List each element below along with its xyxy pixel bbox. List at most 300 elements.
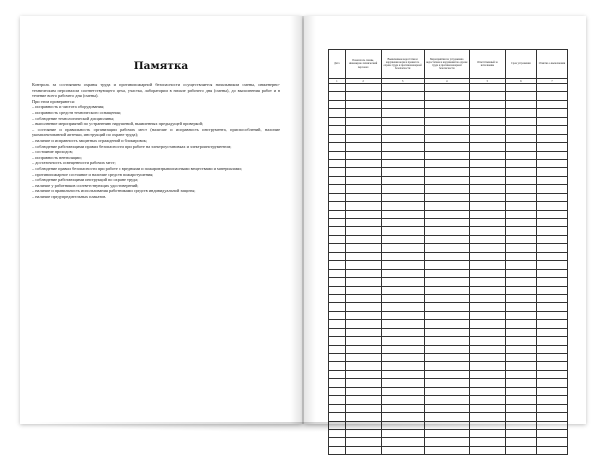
table-cell[interactable] [469, 227, 505, 235]
table-cell[interactable] [505, 227, 536, 235]
table-cell[interactable] [329, 202, 346, 210]
table-cell[interactable] [469, 126, 505, 134]
table-cell[interactable] [424, 345, 469, 353]
table-cell[interactable] [536, 185, 567, 193]
table-cell[interactable] [329, 84, 346, 92]
table-cell[interactable] [469, 269, 505, 277]
table-cell[interactable] [345, 143, 381, 151]
table-cell[interactable] [345, 320, 381, 328]
table-row [329, 126, 568, 134]
table-cell[interactable] [424, 413, 469, 421]
table-cell[interactable] [505, 143, 536, 151]
table-cell[interactable] [505, 109, 536, 117]
table-cell[interactable] [381, 100, 424, 108]
table-cell[interactable] [345, 354, 381, 362]
table-cell[interactable] [469, 109, 505, 117]
table-cell[interactable] [329, 320, 346, 328]
memo-checklist-item: – противопожарное состояние и наличие средств пожаротушения; [32, 171, 154, 177]
table-cell[interactable] [505, 413, 536, 421]
table-cell[interactable] [469, 446, 505, 454]
table-cell[interactable] [469, 337, 505, 345]
table-cell[interactable] [536, 151, 567, 159]
table-cell[interactable] [381, 126, 424, 134]
memo-checklist [32, 104, 280, 199]
table-cell[interactable] [329, 294, 346, 302]
table-cell[interactable] [329, 311, 346, 319]
table-cell[interactable] [424, 143, 469, 151]
table-cell[interactable] [329, 261, 346, 269]
table-cell[interactable] [469, 84, 505, 92]
table-cell[interactable] [381, 446, 424, 454]
table-cell[interactable] [345, 362, 381, 370]
table-cell[interactable] [329, 328, 346, 336]
table-cell[interactable] [381, 159, 424, 167]
table-cell[interactable] [536, 176, 567, 184]
table-cell[interactable] [424, 362, 469, 370]
table-cell[interactable] [345, 311, 381, 319]
table-cell[interactable] [329, 244, 346, 252]
table-cell[interactable] [536, 446, 567, 454]
table-cell[interactable] [329, 100, 346, 108]
table-cell[interactable] [536, 143, 567, 151]
table-cell[interactable] [345, 328, 381, 336]
table-cell[interactable] [505, 328, 536, 336]
table-cell[interactable] [536, 84, 567, 92]
table-cell[interactable] [469, 151, 505, 159]
table-cell[interactable] [381, 379, 424, 387]
table-cell[interactable] [469, 286, 505, 294]
table-cell[interactable] [381, 261, 424, 269]
table-cell[interactable] [329, 278, 346, 286]
table-cell[interactable] [505, 117, 536, 125]
table-cell[interactable] [345, 261, 381, 269]
table-cell[interactable] [505, 404, 536, 412]
table-cell[interactable] [469, 193, 505, 201]
table-cell[interactable] [469, 320, 505, 328]
table-cell[interactable] [381, 193, 424, 201]
table-cell[interactable] [469, 252, 505, 260]
table-cell[interactable] [536, 396, 567, 404]
table-cell[interactable] [536, 328, 567, 336]
table-cell[interactable] [505, 387, 536, 395]
table-cell[interactable] [329, 387, 346, 395]
table-cell[interactable] [505, 126, 536, 134]
table-cell[interactable] [424, 303, 469, 311]
table-cell[interactable] [345, 294, 381, 302]
table-cell[interactable] [329, 379, 346, 387]
table-cell[interactable] [469, 202, 505, 210]
table-cell[interactable] [536, 404, 567, 412]
table-cell[interactable] [469, 278, 505, 286]
table-cell[interactable] [536, 354, 567, 362]
table-cell[interactable] [469, 370, 505, 378]
table-cell[interactable] [381, 311, 424, 319]
table-cell[interactable] [424, 396, 469, 404]
table-cell[interactable] [381, 168, 424, 176]
table-cell[interactable] [345, 193, 381, 201]
table-cell[interactable] [381, 303, 424, 311]
table-cell[interactable] [536, 100, 567, 108]
table-cell[interactable] [381, 117, 424, 125]
table-cell[interactable] [505, 362, 536, 370]
table-cell[interactable] [469, 134, 505, 142]
table-cell[interactable] [345, 151, 381, 159]
table-cell[interactable] [345, 168, 381, 176]
table-cell[interactable] [536, 345, 567, 353]
table-cell[interactable] [381, 202, 424, 210]
table-cell[interactable] [536, 269, 567, 277]
table-cell[interactable] [381, 413, 424, 421]
table-cell[interactable] [345, 278, 381, 286]
table-cell[interactable] [381, 151, 424, 159]
table-cell[interactable] [345, 235, 381, 243]
table-cell[interactable] [505, 379, 536, 387]
table-cell[interactable] [329, 117, 346, 125]
table-cell[interactable] [345, 185, 381, 193]
table-cell[interactable] [536, 311, 567, 319]
table-cell[interactable] [505, 311, 536, 319]
table-cell[interactable] [469, 413, 505, 421]
table-cell[interactable] [505, 235, 536, 243]
table-cell[interactable] [424, 210, 469, 218]
table-cell[interactable] [424, 252, 469, 260]
table-cell[interactable] [329, 159, 346, 167]
table-cell[interactable] [329, 176, 346, 184]
table-cell[interactable] [469, 362, 505, 370]
table-cell[interactable] [505, 92, 536, 100]
table-cell[interactable] [345, 100, 381, 108]
table-cell[interactable] [345, 370, 381, 378]
table-cell[interactable] [329, 151, 346, 159]
table-cell[interactable] [329, 168, 346, 176]
table-cell[interactable] [345, 286, 381, 294]
table-cell[interactable] [536, 337, 567, 345]
table-cell[interactable] [345, 176, 381, 184]
table-cell[interactable] [381, 294, 424, 302]
table-cell[interactable] [381, 404, 424, 412]
table-cell[interactable] [381, 227, 424, 235]
table-cell[interactable] [329, 269, 346, 277]
table-cell[interactable] [345, 438, 381, 446]
table-cell[interactable] [345, 159, 381, 167]
table-cell[interactable] [424, 261, 469, 269]
table-cell[interactable] [536, 202, 567, 210]
table-cell[interactable] [381, 235, 424, 243]
table-cell[interactable] [424, 185, 469, 193]
table-cell[interactable] [469, 143, 505, 151]
table-cell[interactable] [381, 438, 424, 446]
table-cell[interactable] [381, 143, 424, 151]
table-cell[interactable] [505, 294, 536, 302]
table-cell[interactable] [505, 337, 536, 345]
table-cell[interactable] [505, 320, 536, 328]
table-cell[interactable] [424, 370, 469, 378]
table-cell[interactable] [505, 446, 536, 454]
table-cell[interactable] [424, 227, 469, 235]
table-cell[interactable] [424, 244, 469, 252]
table-cell[interactable] [536, 210, 567, 218]
table-cell[interactable] [424, 446, 469, 454]
table-cell[interactable] [345, 244, 381, 252]
table-cell[interactable] [381, 362, 424, 370]
table-cell[interactable] [469, 294, 505, 302]
table-cell[interactable] [329, 354, 346, 362]
table-cell[interactable] [505, 84, 536, 92]
table-cell[interactable] [536, 294, 567, 302]
table-cell[interactable] [424, 404, 469, 412]
table-cell[interactable] [536, 126, 567, 134]
table-cell[interactable] [505, 278, 536, 286]
table-cell[interactable] [345, 219, 381, 227]
column-number: 2 [345, 79, 381, 84]
table-cell[interactable] [381, 210, 424, 218]
table-cell[interactable] [536, 244, 567, 252]
table-cell[interactable] [424, 337, 469, 345]
table-cell[interactable] [469, 345, 505, 353]
table-cell[interactable] [424, 176, 469, 184]
table-cell[interactable] [329, 404, 346, 412]
table-cell[interactable] [329, 345, 346, 353]
table-cell[interactable] [424, 109, 469, 117]
table-cell[interactable] [424, 286, 469, 294]
table-cell[interactable] [505, 185, 536, 193]
table-cell[interactable] [329, 227, 346, 235]
table-cell[interactable] [424, 311, 469, 319]
table-cell[interactable] [329, 126, 346, 134]
table-cell[interactable] [505, 244, 536, 252]
table-cell[interactable] [424, 354, 469, 362]
table-cell[interactable] [381, 269, 424, 277]
table-cell[interactable] [505, 354, 536, 362]
table-cell[interactable] [381, 354, 424, 362]
table-cell[interactable] [381, 337, 424, 345]
table-cell[interactable] [505, 100, 536, 108]
table-cell[interactable] [345, 202, 381, 210]
table-cell[interactable] [424, 438, 469, 446]
table-cell[interactable] [469, 117, 505, 125]
table-cell[interactable] [469, 92, 505, 100]
table-cell[interactable] [469, 379, 505, 387]
table-cell[interactable] [424, 202, 469, 210]
table-cell[interactable] [424, 328, 469, 336]
table-cell[interactable] [381, 387, 424, 395]
table-cell[interactable] [505, 370, 536, 378]
table-cell[interactable] [345, 252, 381, 260]
table-cell[interactable] [381, 252, 424, 260]
table-cell[interactable] [469, 219, 505, 227]
table-cell[interactable] [424, 219, 469, 227]
table-cell[interactable] [505, 261, 536, 269]
table-cell[interactable] [424, 159, 469, 167]
table-cell[interactable] [345, 134, 381, 142]
table-cell[interactable] [536, 362, 567, 370]
table-cell[interactable] [536, 320, 567, 328]
table-cell[interactable] [469, 387, 505, 395]
table-cell[interactable] [469, 159, 505, 167]
table-cell[interactable] [329, 446, 346, 454]
table-cell[interactable] [381, 185, 424, 193]
table-cell[interactable] [469, 100, 505, 108]
table-cell[interactable] [505, 252, 536, 260]
table-cell[interactable] [345, 269, 381, 277]
table-cell[interactable] [329, 235, 346, 243]
table-cell[interactable] [424, 379, 469, 387]
table-cell[interactable] [536, 168, 567, 176]
table-cell[interactable] [424, 126, 469, 134]
table-cell[interactable] [505, 159, 536, 167]
table-cell[interactable] [381, 92, 424, 100]
table-cell[interactable] [329, 185, 346, 193]
table-cell[interactable] [469, 303, 505, 311]
table-cell[interactable] [469, 210, 505, 218]
table-cell[interactable] [329, 134, 346, 142]
table-row [329, 294, 568, 302]
table-cell[interactable] [381, 109, 424, 117]
table-cell[interactable] [505, 202, 536, 210]
table-cell[interactable] [536, 438, 567, 446]
table-cell[interactable] [536, 219, 567, 227]
table-cell[interactable] [536, 159, 567, 167]
table-cell[interactable] [424, 193, 469, 201]
table-cell[interactable] [381, 320, 424, 328]
table-cell[interactable] [345, 126, 381, 134]
table-cell[interactable] [536, 117, 567, 125]
table-cell[interactable] [381, 176, 424, 184]
table-cell[interactable] [329, 303, 346, 311]
table-cell[interactable] [381, 396, 424, 404]
table-cell[interactable] [505, 193, 536, 201]
table-cell[interactable] [345, 413, 381, 421]
table-cell[interactable] [329, 413, 346, 421]
table-cell[interactable] [505, 396, 536, 404]
table-cell[interactable] [505, 438, 536, 446]
table-cell[interactable] [505, 269, 536, 277]
table-cell[interactable] [345, 227, 381, 235]
table-cell[interactable] [536, 387, 567, 395]
table-cell[interactable] [469, 354, 505, 362]
table-cell[interactable] [329, 143, 346, 151]
table-cell[interactable] [536, 303, 567, 311]
table-cell[interactable] [329, 370, 346, 378]
table-cell[interactable] [536, 413, 567, 421]
table-cell[interactable] [424, 294, 469, 302]
table-cell[interactable] [329, 252, 346, 260]
table-cell[interactable] [345, 109, 381, 117]
table-cell[interactable] [381, 278, 424, 286]
table-cell[interactable] [505, 168, 536, 176]
table-cell[interactable] [424, 235, 469, 243]
table-cell[interactable] [381, 370, 424, 378]
table-cell[interactable] [329, 286, 346, 294]
table-cell[interactable] [536, 92, 567, 100]
table-cell[interactable] [469, 261, 505, 269]
table-cell[interactable] [469, 185, 505, 193]
table-cell[interactable] [345, 387, 381, 395]
table-cell[interactable] [424, 92, 469, 100]
table-cell[interactable] [345, 92, 381, 100]
table-cell[interactable] [505, 303, 536, 311]
table-cell[interactable] [345, 345, 381, 353]
table-cell[interactable] [469, 311, 505, 319]
table-cell[interactable] [345, 337, 381, 345]
table-cell[interactable] [469, 176, 505, 184]
table-cell[interactable] [505, 134, 536, 142]
table-cell[interactable] [329, 362, 346, 370]
table-cell[interactable] [469, 404, 505, 412]
table-cell[interactable] [536, 252, 567, 260]
table-cell[interactable] [469, 168, 505, 176]
table-cell[interactable] [424, 387, 469, 395]
table-cell[interactable] [424, 100, 469, 108]
table-cell[interactable] [505, 151, 536, 159]
table-cell[interactable] [329, 210, 346, 218]
table-cell[interactable] [381, 345, 424, 353]
table-cell[interactable] [381, 328, 424, 336]
table-cell[interactable] [381, 244, 424, 252]
table-cell[interactable] [424, 151, 469, 159]
table-cell[interactable] [345, 117, 381, 125]
table-cell[interactable] [424, 320, 469, 328]
table-cell[interactable] [469, 438, 505, 446]
table-cell[interactable] [345, 210, 381, 218]
table-cell[interactable] [329, 92, 346, 100]
table-cell[interactable] [424, 278, 469, 286]
table-cell[interactable] [536, 370, 567, 378]
table-cell[interactable] [505, 210, 536, 218]
table-cell[interactable] [424, 134, 469, 142]
table-cell[interactable] [345, 379, 381, 387]
table-cell[interactable] [329, 109, 346, 117]
table-cell[interactable] [345, 404, 381, 412]
table-cell[interactable] [536, 235, 567, 243]
table-cell[interactable] [536, 261, 567, 269]
table-cell[interactable] [536, 227, 567, 235]
table-cell[interactable] [536, 286, 567, 294]
table-cell[interactable] [469, 328, 505, 336]
table-cell[interactable] [329, 438, 346, 446]
table-cell[interactable] [424, 168, 469, 176]
table-cell[interactable] [536, 278, 567, 286]
table-cell[interactable] [505, 176, 536, 184]
table-cell[interactable] [345, 396, 381, 404]
table-cell[interactable] [505, 345, 536, 353]
table-cell[interactable] [536, 379, 567, 387]
table-cell[interactable] [424, 117, 469, 125]
table-cell[interactable] [536, 134, 567, 142]
table-cell[interactable] [329, 219, 346, 227]
table-cell[interactable] [505, 286, 536, 294]
table-cell[interactable] [345, 84, 381, 92]
table-cell[interactable] [424, 269, 469, 277]
table-cell[interactable] [345, 303, 381, 311]
table-cell[interactable] [329, 193, 346, 201]
table-cell[interactable] [469, 396, 505, 404]
table-cell[interactable] [536, 109, 567, 117]
table-row [329, 278, 568, 286]
table-cell[interactable] [505, 219, 536, 227]
table-cell[interactable] [381, 219, 424, 227]
table-cell[interactable] [536, 193, 567, 201]
table-cell[interactable] [381, 286, 424, 294]
table-cell[interactable] [345, 446, 381, 454]
table-cell[interactable] [469, 235, 505, 243]
table-cell[interactable] [329, 396, 346, 404]
table-cell[interactable] [381, 134, 424, 142]
table-cell[interactable] [424, 84, 469, 92]
table-cell[interactable] [329, 337, 346, 345]
table-cell[interactable] [469, 244, 505, 252]
table-cell[interactable] [381, 84, 424, 92]
